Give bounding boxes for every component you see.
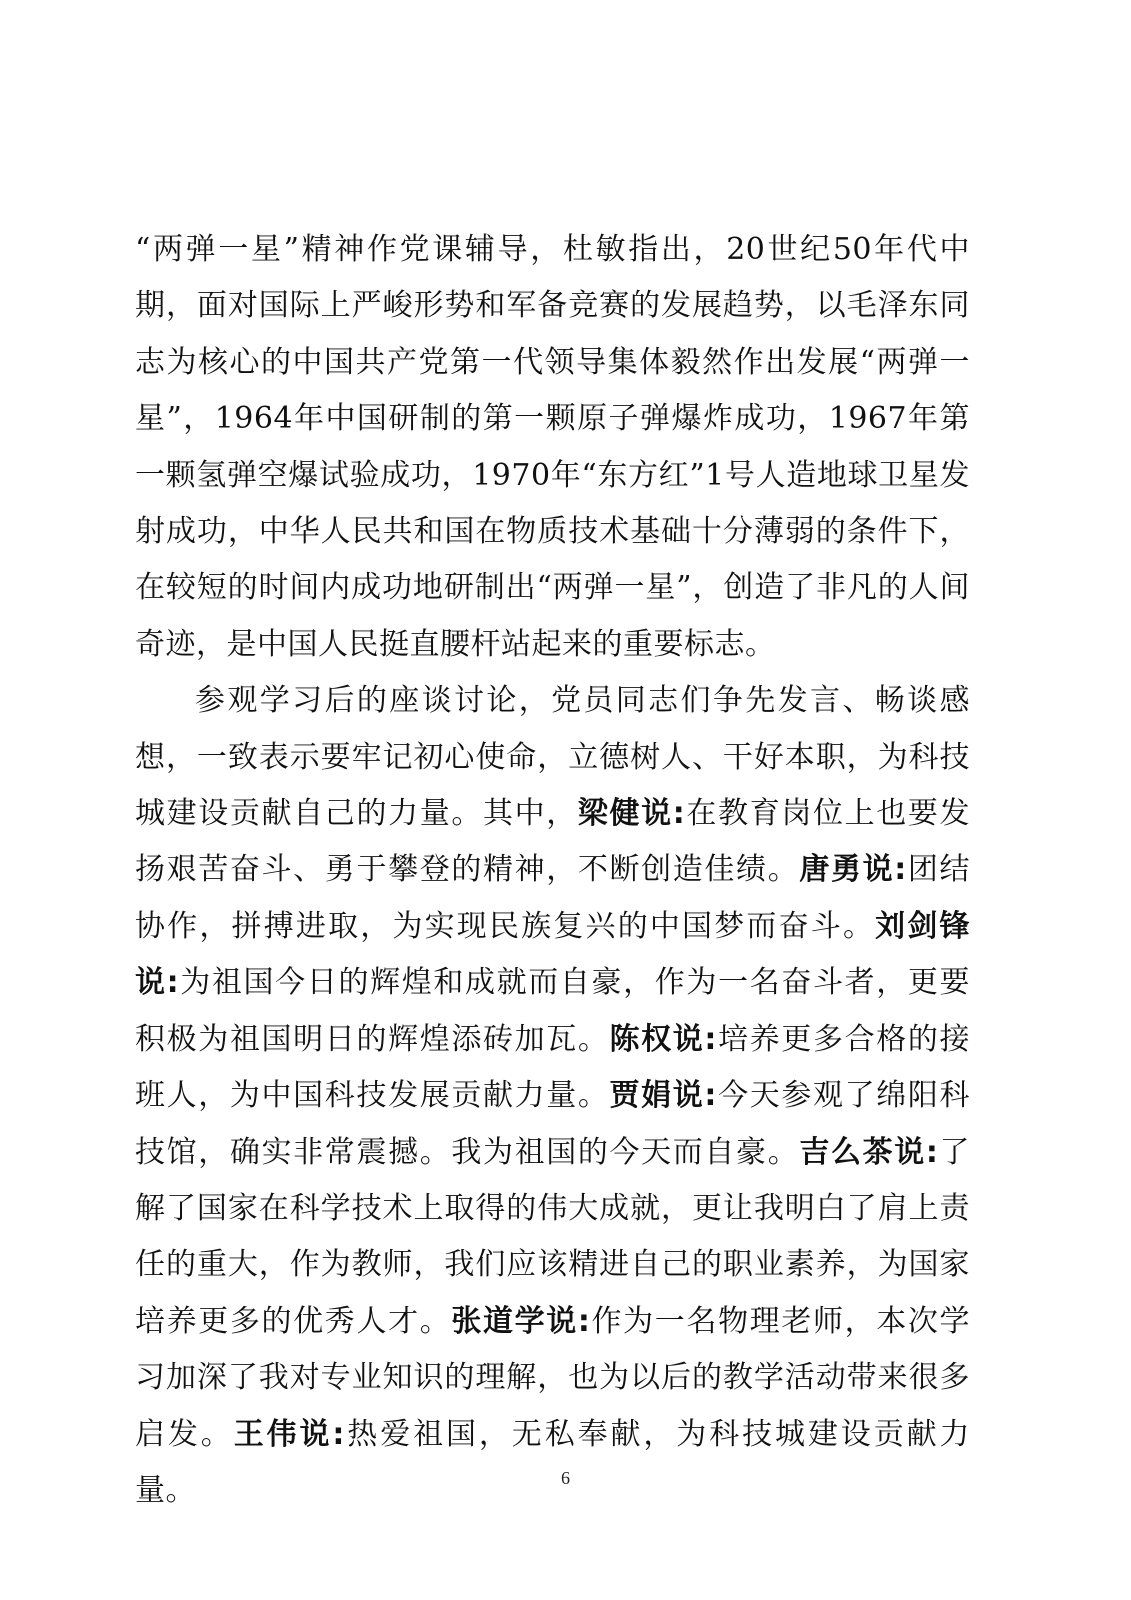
speaker-statement: 团结协作，拼搏进取，为实现民族复兴的中国梦而奋斗。 xyxy=(135,852,971,944)
body-text xyxy=(135,222,970,1519)
speaker-name: 陈权说: xyxy=(609,1021,717,1057)
speaker-statement: 在教育岗位上也要发扬艰苦奋斗、勇于攀登的精神，不断创造佳绩。 xyxy=(135,796,971,888)
speaker-name: 王伟说: xyxy=(233,1416,345,1452)
speaker-name: 唐勇说: xyxy=(799,852,907,888)
speaker-name: 贾娟说: xyxy=(609,1078,717,1114)
speaker-statement: 培养更多合格的接班人，为中国科技发展贡献力量。 xyxy=(135,1021,971,1114)
speaker-name: 张道学说: xyxy=(451,1303,591,1339)
speaker-name: 刘剑锋说: xyxy=(135,908,971,1001)
speaker-statement: 热爱祖国，无私奉献，为科技城建设贡献力量。 xyxy=(135,1416,971,1508)
speaker-statement: 了解了国家在科学技术上取得的伟大成就，更让我明白了肩上责任的重大，作为教师，我们应该精进自己的职业素养，为国家培养更多的优秀人才。 xyxy=(135,1134,971,1339)
paragraph-1: “两弹一星”精神作党课辅导，杜敏指出，20世纪50年代中期，面对国际上严峻形势和军备竞赛的发展趋势，以毛泽东同志为核心的中国共产党第一代领导集体毅然作出发展“两弹一星”，1964年中国研制的第一颗原子弹爆炸成功，1967年第一颗氢弹空爆试验成功，1970年“东方红”1号人造地球卫星发射成功，中华人民共和国在物质技术基础十分薄弱的条件下，在较短的时间内成功地研制出“两弹一星”，创造了非凡的人间奇迹，是中国人民挺直腰杆站起来的重要标志。 xyxy=(135,232,970,662)
paragraph-2-intro: 参观学习后的座谈讨论，党员同志们争先发言、畅谈感想，一致表示要牢记初心使命，立德树人、干好本职，为科技城建设贡献自己的力量。其中， xyxy=(135,683,970,832)
speaker-name: 梁健说: xyxy=(577,796,686,832)
speaker-statement: 作为一名物理老师，本次学习加深了我对专业知识的理解，也为以后的教学活动带来很多启发。 xyxy=(135,1303,971,1452)
paragraph-2 xyxy=(135,673,970,1519)
speaker-name: 吉么茶说: xyxy=(799,1134,939,1170)
speaker-statement: 为祖国今日的辉煌和成就而自豪，作为一名奋斗者，更要积极为祖国明日的辉煌添砖加瓦。 xyxy=(135,965,971,1057)
page-number: 6 xyxy=(561,1468,570,1488)
speaker-statement: 今天参观了绵阳科技馆，确实非常震撼。我为祖国的今天而自豪。 xyxy=(135,1078,971,1170)
